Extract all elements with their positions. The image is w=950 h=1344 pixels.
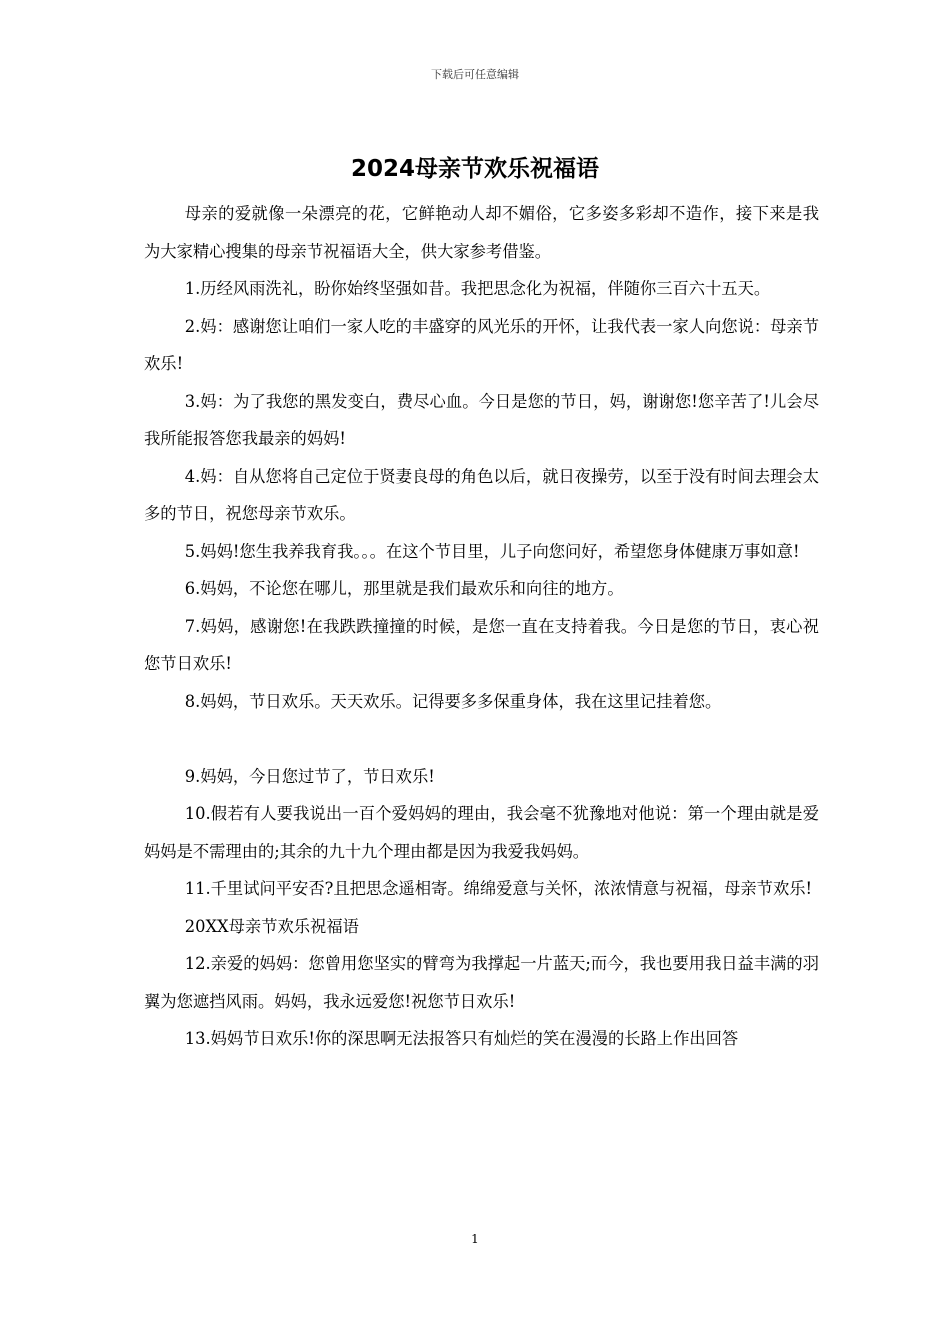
header-note: 下载后可任意编辑	[431, 68, 519, 81]
list-item: 4.妈：自从您将自己定位于贤妻良母的角色以后，就日夜操劳，以至于没有时间去理会太多的节日，祝您母亲节欢乐。	[144, 466, 819, 523]
list-item: 3.妈：为了我您的黑发变白，费尽心血。今日是您的节日，妈，谢谢您!您辛苦了!儿会尽我所能报答您我最亲的妈妈!	[144, 391, 819, 448]
list-item: 10.假若有人要我说出一百个爱妈妈的理由，我会毫不犹豫地对他说：第一个理由就是爱妈妈是不需理由的;其余的九十九个理由都是因为我爱我妈妈。	[144, 804, 819, 861]
list-item: 9.妈妈，今日您过节了，节日欢乐!	[184, 766, 435, 786]
intro-paragraph: 母亲的爱就像一朵漂亮的花，它鲜艳动人却不媚俗，它多姿多彩却不造作，接下来是我为大家精心搜集的母亲节祝福语大全，供大家参考借鉴。	[144, 204, 819, 261]
list-item: 11.千里试问平安否?且把思念遥相寄。绵绵爱意与关怀，浓浓情意与祝福，母亲节欢乐!	[184, 879, 813, 898]
blank-line	[144, 720, 819, 758]
list-item: 13.妈妈节日欢乐!你的深思啊无法报答只有灿烂的笑在漫漫的长路上作出回答	[184, 1029, 739, 1048]
section-subheading: 20XX母亲节欢乐祝福语	[184, 916, 359, 936]
document-body	[144, 195, 819, 1058]
list-item: 12.亲爱的妈妈：您曾用您坚实的臂弯为我撑起一片蓝天;而今，我也要用我日益丰满的羽翼为您遮挡风雨。妈妈，我永远爱您!祝您节日欢乐!	[144, 954, 819, 1011]
page-title: 2024母亲节欢乐祝福语	[350, 156, 599, 182]
list-item: 1.历经风雨洗礼，盼你始终坚强如昔。我把思念化为祝福，伴随你三百六十五天。	[184, 279, 771, 298]
list-item: 2.妈：感谢您让咱们一家人吃的丰盛穿的风光乐的开怀，让我代表一家人向您说：母亲节欢乐!	[144, 316, 819, 373]
list-item: 5.妈妈!您生我养我育我。。。在这个节目里，儿子向您问好，希望您身体健康万事如意!	[184, 541, 800, 561]
list-item: 6.妈妈，不论您在哪儿，那里就是我们最欢乐和向往的地方。	[184, 579, 624, 598]
list-item: 8.妈妈，节日欢乐。天天欢乐。记得要多多保重身体，我在这里记挂着您。	[184, 691, 722, 711]
list-item: 7.妈妈，感谢您!在我跌跌撞撞的时候，是您一直在支持着我。今日是您的节日，衷心祝您节日欢乐!	[144, 616, 819, 673]
page-number: 1	[471, 1232, 479, 1246]
